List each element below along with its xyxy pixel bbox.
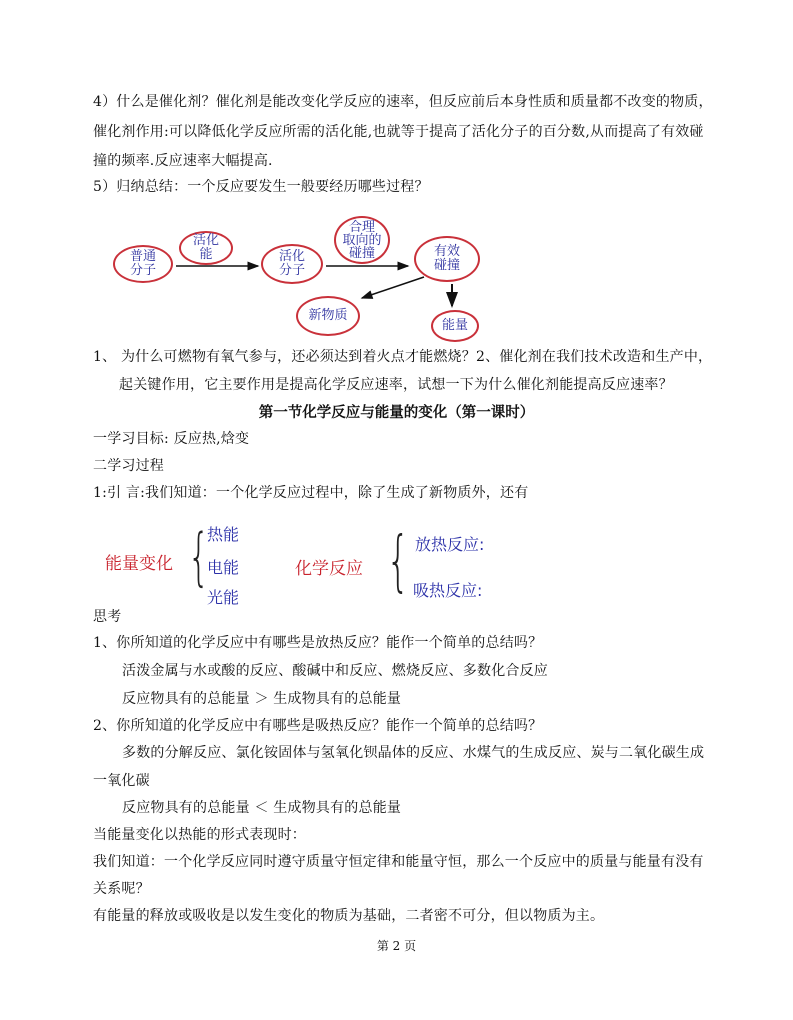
node-activation-energy: 活化 能 [179, 231, 233, 265]
energy-type-heat: 热能 [207, 525, 240, 544]
question-catalyst-rate: 起关键作用，它主要作用是提高化学反应速率，试想一下为什么催化剂能提高反应速率？ [119, 377, 673, 393]
energy-type-light: 光能 [207, 588, 240, 607]
think-answer-2: 多数的分解反应、氯化铵固体与氢氧化钡晶体的反应、水煤气的生成反应、炭与二氧化碳生成 [122, 745, 705, 761]
think-answer-2-cont: 一氧化碳 [93, 773, 150, 789]
think-answer-2-energy: 反应物具有的总能量 ＜ 生成物具有的总能量 [122, 800, 402, 816]
node-activated-molecule: 活化 分子 [261, 244, 323, 284]
brace-icon: { [187, 520, 210, 593]
think-heading: 思考 [93, 609, 122, 625]
question-ignition-catalyst: 1、 为什么可燃物有氧气参与，还必须达到着火点才能燃烧？2、催化剂在我们技术改造和生产中， [93, 349, 713, 365]
closing-conservation: 我们知道：一个化学反应同时遵守质量守恒定律和能量守恒，那么一个反应中的质量与能量有没有 [93, 854, 704, 870]
energy-type-electric: 电能 [207, 558, 240, 577]
label-energy-change: 能量变化 [105, 554, 173, 574]
intro-paragraph: 1:引 言:我们知道：一个化学反应过程中，除了生成了新物质外，还有 [93, 485, 529, 501]
think-answer-1-energy: 反应物具有的总能量 ＞ 生成物具有的总能量 [122, 691, 402, 707]
node-effective-collision: 有效 碰撞 [414, 236, 480, 282]
reaction-type-endothermic: 吸热反应: [413, 581, 483, 600]
reaction-type-exothermic: 放热反应: [415, 535, 485, 554]
closing-conclusion: 有能量的释放或吸收是以发生变化的物质为基础，二者密不可分，但以物质为主。 [93, 908, 605, 924]
think-answer-1: 活泼金属与水或酸的反应、酸碱中和反应、燃烧反应、多数化合反应 [122, 663, 548, 679]
think-question-1: 1、你所知道的化学反应中有哪些是放热反应？能作一个简单的总结吗？ [93, 635, 543, 651]
paragraph-catalyst-effect-cont: 撞的频率.反应速率大幅提高. [93, 153, 273, 169]
node-new-substance: 新物质 [296, 296, 360, 336]
energy-classification-diagram [95, 512, 525, 612]
paragraph-summary-question: 5）归纳总结：一个反应要发生一般要经历哪些过程？ [93, 179, 429, 195]
reaction-process-diagram [100, 212, 510, 347]
label-chemical-reaction: 化学反应 [295, 559, 363, 579]
node-energy: 能量 [431, 310, 479, 342]
node-proper-orientation-collision: 合理 取向的 碰撞 [334, 216, 390, 264]
learning-process-heading: 二学习过程 [93, 458, 164, 474]
page-number: 第 2 页 [376, 939, 417, 953]
closing-conservation-cont: 关系呢？ [93, 881, 150, 897]
node-ordinary-molecule: 普通 分子 [113, 245, 173, 283]
learning-goals: 一学习目标: 反应热,焓变 [93, 431, 250, 447]
paragraph-catalyst-definition: 4）什么是催化剂？催化剂是能改变化学反应的速率，但反应前后本身性质和质量都不改变的物质， [93, 94, 713, 110]
closing-heat-form: 当能量变化以热能的形式表现时： [93, 827, 306, 843]
brace-icon: { [386, 522, 410, 599]
section-title: 第一节化学反应与能量的变化（第一课时） [258, 405, 535, 421]
think-question-2: 2、你所知道的化学反应中有哪些是吸热反应？能作一个简单的总结吗？ [93, 718, 543, 734]
paragraph-catalyst-effect: 催化剂作用:可以降低化学反应所需的活化能,也就等于提高了活化分子的百分数,从而提高了有效碰 [93, 124, 704, 140]
